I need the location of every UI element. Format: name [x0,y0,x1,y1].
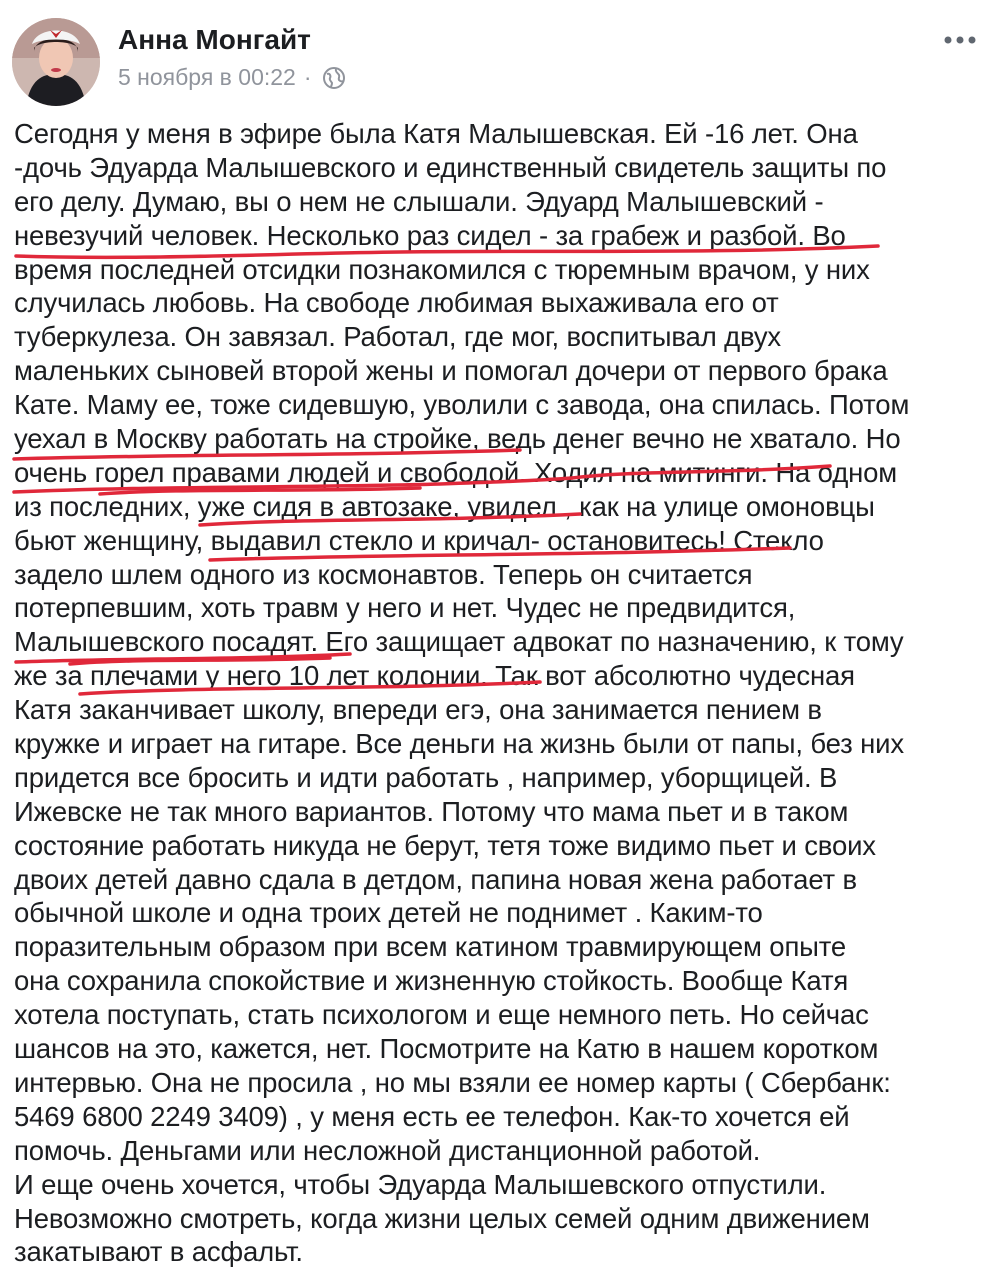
post-timestamp[interactable]: 5 ноября в 00:22 [118,64,296,90]
post-text-line: маленьких сыновей второй жены и помогал дочери от первого брака [14,355,888,387]
post-text-line: Катя заканчивает школу, впереди егэ, она занимается пением в [14,694,822,726]
post-text-line: время последней отсидки познакомился с тюремным врачом, у них [14,253,870,285]
post-text-line: закатывают в асфальт. [14,1236,303,1268]
post-text-line: -дочь Эдуарда Малышевского и единственный свидетель защиты по [14,151,887,183]
post-text-line: состояние работать никуда не берут, тетя тоже видимо пьет и своих [14,829,876,861]
post-text-line: случилась любовь. На свободе любимая выхаживала его от [14,287,779,319]
post-text-line: придется все бросить и идти работать , например, уборщицей. В [14,761,838,793]
post-text-line: И еще очень хочется, чтобы Эдуарда Малышевского отпустили. [14,1168,827,1200]
post-text-line: бьют женщину, выдавил стекло и кричал- остановитесь! Стекло [14,524,824,556]
post-text-line: Малышевского посадят. Его защищает адвокат по назначению, к тому [14,626,904,658]
globe-icon[interactable] [322,66,346,90]
post-text-line: Невозможно смотреть, когда жизни целых семей одним движением [14,1202,870,1234]
post-text-line: помочь. Деньгами или несложной дистанционной работой. [14,1134,761,1166]
post-text-line: туберкулеза. Он завязал. Работал, где мог, воспитывал двух [14,321,782,353]
post-text-line: потерпевшим, хоть травм у него и нет. Чудес не предвидится, [14,592,796,624]
avatar-image [12,18,100,106]
post-text-line: шансов на это, кажется, нет. Посмотрите на Катю в нашем коротком [14,1033,879,1065]
post-text-line: невезучий человек. Несколько раз сидел - за грабеж и разбой. Во [14,219,846,251]
author-avatar[interactable] [12,18,100,106]
post-text-line: уехал в Москву работать на стройке, ведь денег вечно не хватало. Но [14,423,901,455]
post-text-line: она сохранила спокойствие и жизненную стойкость. Вообще Катя [14,965,849,997]
post-text-line: Ижевске не так много вариантов. Потому что мама пьет и в таком [14,795,849,827]
post-text-line: хотела поступать, стать психологом и еще немного петь. Но сейчас [14,999,869,1031]
post-text [14,117,986,1269]
post-text-line: интервью. Она не просила , но мы взяли ее номер карты ( Сбербанк: [14,1066,891,1098]
post-text-line: кружке и играет на гитаре. Все деньги на жизнь были от папы, без них [14,728,904,760]
meta-separator: · [303,64,312,90]
post-text-line: 5469 6800 2249 3409) , у меня есть ее телефон. Как-то хочется ей [14,1100,850,1132]
post-text-line: его делу. Думаю, вы о нем не слышали. Эдуард Малышевский - [14,185,824,217]
post-text-line: обычной школе и одна троих детей не поднимет . Каким-то [14,897,763,929]
post-text-line: задело шлем одного из космонавтов. Теперь он считается [14,558,753,590]
post-header [0,0,996,115]
post-text-line: очень горел правами людей и свободой. Ходил на митинги. На одном [14,456,898,488]
post-text-line: же за плечами у него 10 лет колонии. Так вот абсолютно чудесная [14,660,855,692]
post-text-line: Сегодня у меня в эфире была Катя Малышевская. Ей -16 лет. Она [14,118,858,149]
more-horizontal-icon[interactable] [940,30,980,50]
post-meta [118,64,346,91]
post-text-line: Кате. Маму ее, тоже сидевшую, уволили с завода, она спилась. Потом [14,389,910,421]
post-text-line: двоих детей давно сдала в детдом, папина новая жена работает в [14,863,857,895]
author-name[interactable]: Анна Монгайт [118,24,311,55]
post-text-line: поразительным образом при всем катином травмирующем опыте [14,931,847,963]
post-text-line: из последних, уже сидя в автозаке, увидел , как на улице омоновцы [14,490,875,522]
